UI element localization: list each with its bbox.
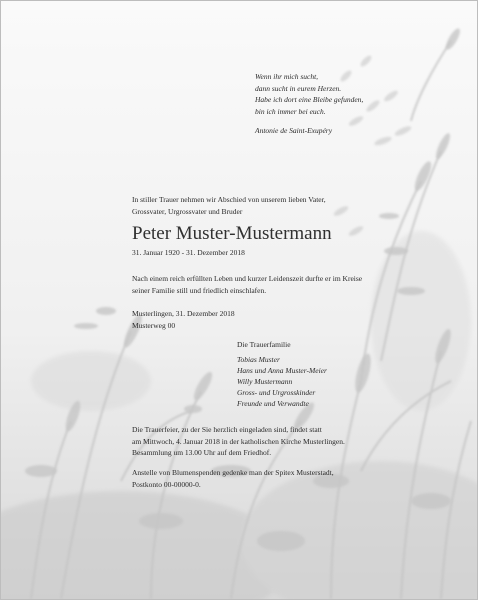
message-line: seiner Familie still und friedlich einschlafen.: [132, 285, 267, 295]
ceremony-line: Besammlung um 13.00 Uhr auf dem Friedhof.: [132, 448, 272, 457]
intro-line: Grossvater, Urgrossvater und Bruder: [132, 206, 243, 216]
memorial-quote: [255, 71, 363, 137]
intro-line: In stiller Trauer nehmen wir Abschied von unserem lieben Vater,: [132, 195, 326, 204]
deceased-name: Peter Muster-Mustermann: [132, 223, 332, 244]
life-dates: 31. Januar 1920 - 31. Dezember 2018: [132, 248, 245, 257]
ceremony-line: am Mittwoch, 4. Januar 2018 in der katholischen Kirche Musterlingen.: [132, 436, 345, 446]
quote-line: Wenn ihr mich sucht,: [255, 72, 319, 81]
message-line: Nach einem reich erfüllten Leben und kurzer Leidenszeit durfte er im Kreise: [132, 274, 363, 283]
donation-line: Anstelle von Blumenspenden gedenke man der Spitex Musterstadt,: [132, 468, 334, 477]
quote-line: dann sucht in eurem Herzen.: [255, 83, 342, 93]
family-member: Hans und Anna Muster-Meier: [237, 366, 327, 375]
family-member: Freunde und Verwandte: [237, 399, 309, 408]
family-member: Willy Mustermann: [237, 377, 293, 386]
place-and-address: [132, 308, 235, 331]
family-heading: Die Trauerfamilie: [237, 340, 291, 349]
intro-text: [132, 194, 326, 217]
obituary-content: [1, 1, 477, 599]
donation-line: Postkonto 00-00000-0.: [132, 479, 201, 489]
street-address: Musterweg 00: [132, 320, 176, 330]
place-date: Musterlingen, 31. Dezember 2018: [132, 309, 235, 318]
ceremony-info: [132, 424, 345, 459]
quote-author: Antonie de Saint-Exupéry: [255, 126, 333, 135]
family-members-list: [237, 354, 327, 409]
quote-line: bin ich immer bei euch.: [255, 106, 326, 116]
ceremony-line: Die Trauerfeier, zu der Sie herzlich eingeladen sind, findet statt: [132, 425, 322, 434]
family-member: Tobias Muster: [237, 355, 280, 364]
family-member: Gross- und Urgrosskinder: [237, 388, 316, 397]
farewell-message: [132, 273, 362, 296]
quote-line: Habe ich dort eine Bleibe gefunden,: [255, 95, 364, 104]
donation-info: [132, 467, 334, 490]
